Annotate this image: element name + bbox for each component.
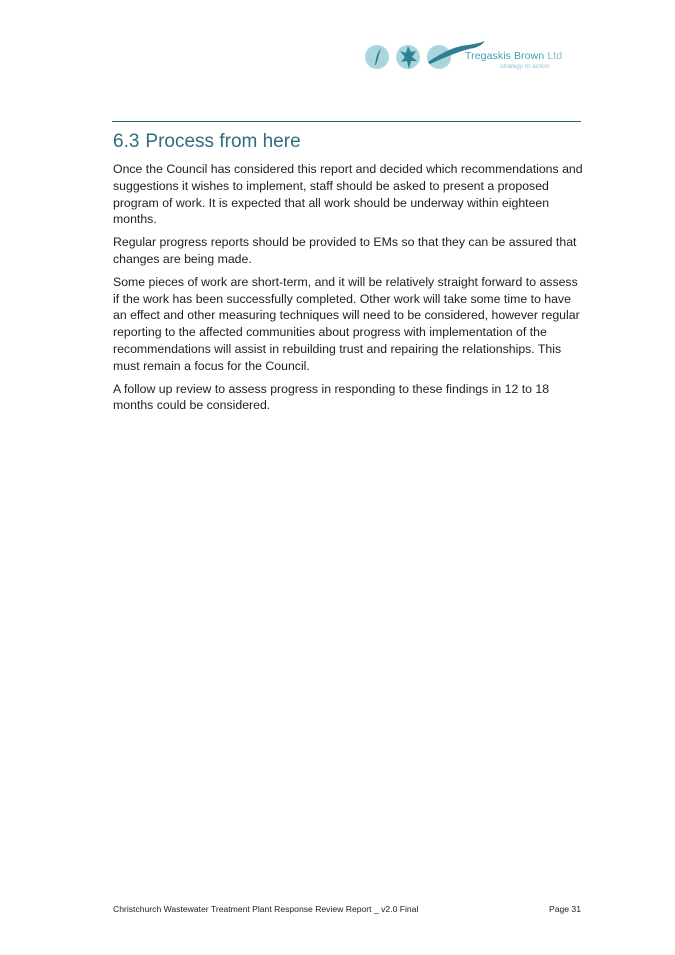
section-divider (112, 121, 581, 122)
paragraph: Once the Council has considered this report and decided which recommendations and suggestions it wishes to implement, staff should be asked to present a proposed program of work. It is expected that all work should be underway within eighteen months. (113, 162, 583, 227)
paragraph: Regular progress reports should be provided to EMs so that they can be assured that changes are being made. (113, 235, 577, 266)
footer-document-title: Christchurch Wastewater Treatment Plant Response Review Report _ v2.0 Final (113, 904, 419, 914)
company-logo (364, 38, 564, 76)
section-heading (113, 131, 301, 153)
paragraph: Some pieces of work are short-term, and it will be relatively straight forward to assess if the work has been successfully completed. Other work will take some time to have an effect and other measuring techniques will need to be considered, however regular reporting to the affected communities about progress with implementation of the recommendations will assist in rebuilding trust and repairing the relationships. This must remain a focus for the Council. (113, 274, 580, 373)
section-body (113, 161, 585, 420)
logo-name: Tregaskis Brown Ltd (465, 50, 563, 62)
page-number: Page 31 (548, 904, 581, 914)
section-number: 6.3 (113, 131, 140, 152)
section-title: Process from here (145, 131, 301, 152)
paragraph: A follow up review to assess progress in responding to these findings in 12 to 18 months could be considered. (113, 381, 550, 413)
page-footer (113, 904, 581, 918)
logo-tagline: strategy to action (500, 63, 550, 70)
